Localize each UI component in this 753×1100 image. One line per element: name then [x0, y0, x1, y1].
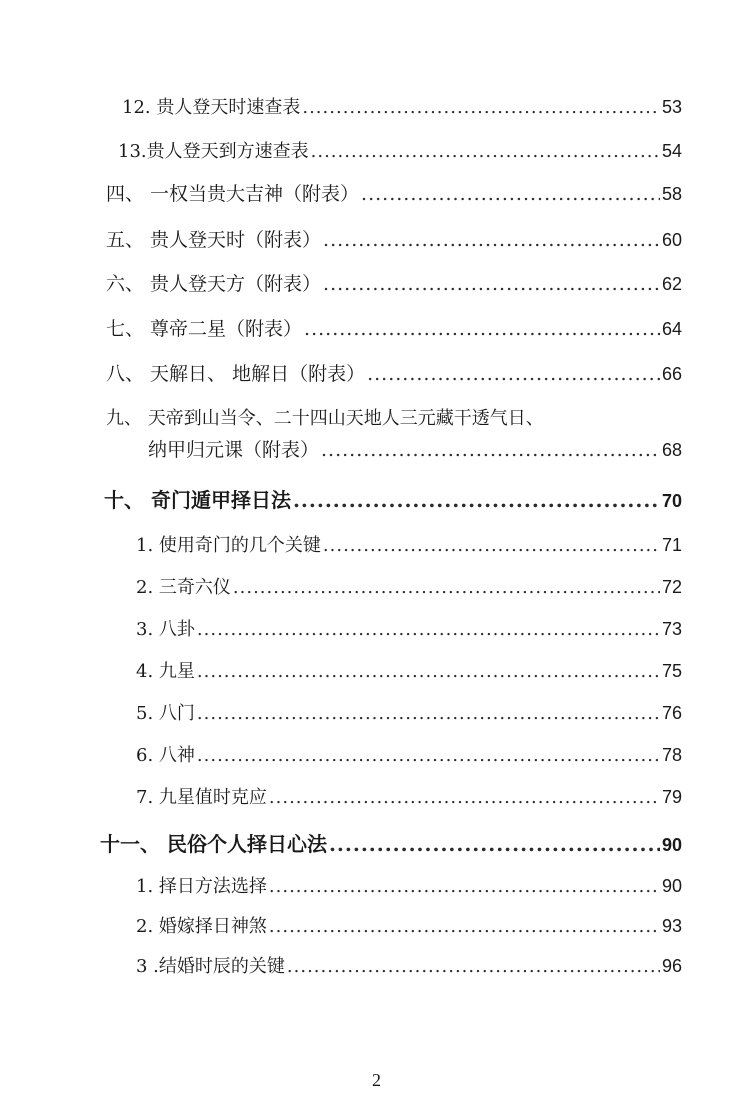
toc-entry-11-2	[136, 914, 682, 939]
toc-entry-label: 1. 使用奇门的几个关键	[136, 535, 321, 556]
toc-entry-page: 68	[661, 440, 682, 460]
toc-entry-label: 13.贵人登天到方速查表	[118, 141, 309, 162]
dot-leader	[329, 832, 660, 856]
toc-entry-page: 53	[661, 97, 682, 117]
toc-entry-page: 72	[661, 577, 682, 597]
dot-leader	[302, 96, 660, 120]
dot-leader	[233, 576, 660, 600]
toc-entry-section-6	[106, 272, 682, 296]
toc-entry-label: 1. 择日方法选择	[136, 876, 267, 897]
dot-leader	[304, 317, 660, 341]
toc-entry-page: 60	[661, 230, 682, 250]
toc-entry-label: 4. 九星	[136, 661, 195, 682]
toc-entry-page: 90	[661, 835, 682, 855]
toc-entry-page: 79	[661, 787, 682, 807]
toc-entry-10-2	[136, 575, 682, 600]
toc-entry-label: 六、 贵人登天方（附表）	[106, 273, 322, 295]
toc-entry-label: 纳甲归元课（附表）	[148, 439, 320, 461]
toc-entry-10-5	[136, 701, 682, 726]
toc-entry-11-1	[136, 874, 682, 899]
toc-entry-page: 71	[661, 535, 682, 555]
toc-entry-page: 93	[661, 916, 682, 936]
dot-leader	[197, 744, 660, 768]
toc-entry-10-7	[136, 785, 682, 810]
dot-leader	[323, 228, 660, 252]
toc-entry-label: 2. 婚嫁择日神煞	[136, 916, 267, 937]
toc-entry-label: 7. 九星值时克应	[136, 787, 267, 808]
toc-entry-section-5	[106, 228, 682, 252]
toc-entry-page: 58	[661, 184, 682, 204]
dot-leader	[197, 702, 660, 726]
toc-entry-page: 76	[661, 703, 682, 723]
toc-entry-page: 70	[661, 491, 682, 511]
dot-leader	[197, 618, 660, 642]
toc-entry-label: 七、 尊帝二星（附表）	[106, 318, 303, 340]
toc-entry-label: 3. 八卦	[136, 619, 195, 640]
dot-leader	[269, 915, 660, 939]
toc-entry-10-1	[136, 533, 682, 558]
toc-entry-page: 90	[661, 876, 682, 896]
toc-entry-page: 73	[661, 619, 682, 639]
toc-entry-label: 2. 三奇六仪	[136, 577, 231, 598]
dot-leader	[311, 140, 660, 164]
toc-entry-label: 十一、 民俗个人择日心法	[100, 832, 327, 856]
toc-entry-section-10	[104, 488, 682, 513]
toc-entry-page: 96	[661, 956, 682, 976]
toc-entry-section-7	[106, 317, 682, 341]
dot-leader	[323, 534, 660, 558]
toc-entry-section-4	[106, 182, 682, 206]
toc-entry-13	[118, 139, 682, 164]
toc-entry-label: 3 .结婚时辰的关键	[136, 956, 285, 977]
dot-leader	[321, 438, 660, 462]
dot-leader	[269, 786, 660, 810]
toc-entry-10-6	[136, 743, 682, 768]
toc-entry-section-9-line1: 九、 天帝到山当令、二十四山天地人三元藏干透气日、	[106, 408, 544, 429]
toc-entry-section-8	[106, 362, 682, 386]
toc-entry-label: 12. 贵人登天时速查表	[122, 97, 301, 118]
toc-entry-10-4	[136, 659, 682, 684]
toc-entry-page: 62	[661, 274, 682, 294]
toc-entry-page: 54	[661, 141, 682, 161]
dot-leader	[269, 875, 660, 899]
toc-entry-section-11	[100, 832, 682, 857]
toc-entry-page: 75	[661, 661, 682, 681]
toc-entry-label: 五、 贵人登天时（附表）	[106, 229, 322, 251]
toc-entry-12	[122, 95, 682, 120]
dot-leader	[323, 272, 660, 296]
toc-entry-10-3	[136, 617, 682, 642]
toc-entry-label: 四、 一权当贵大吉神（附表）	[106, 183, 360, 205]
toc-entry-label: 5. 八门	[136, 703, 195, 724]
toc-entry-page: 66	[661, 364, 682, 384]
dot-leader	[287, 955, 660, 979]
dot-leader	[367, 362, 660, 386]
dot-leader	[197, 660, 660, 684]
dot-leader	[361, 182, 660, 206]
toc-entry-page: 78	[661, 745, 682, 765]
toc-entry-11-3	[136, 954, 682, 979]
toc-entry-label: 十、 奇门遁甲择日法	[104, 488, 291, 512]
page-number: 2	[372, 1070, 381, 1090]
toc-entry-label: 6. 八神	[136, 745, 195, 766]
toc-entry-page: 64	[661, 319, 682, 339]
toc-entry-section-9-line2	[148, 438, 682, 462]
toc-entry-label: 八、 天解日、 地解日（附表）	[106, 363, 366, 385]
dot-leader	[293, 488, 660, 512]
